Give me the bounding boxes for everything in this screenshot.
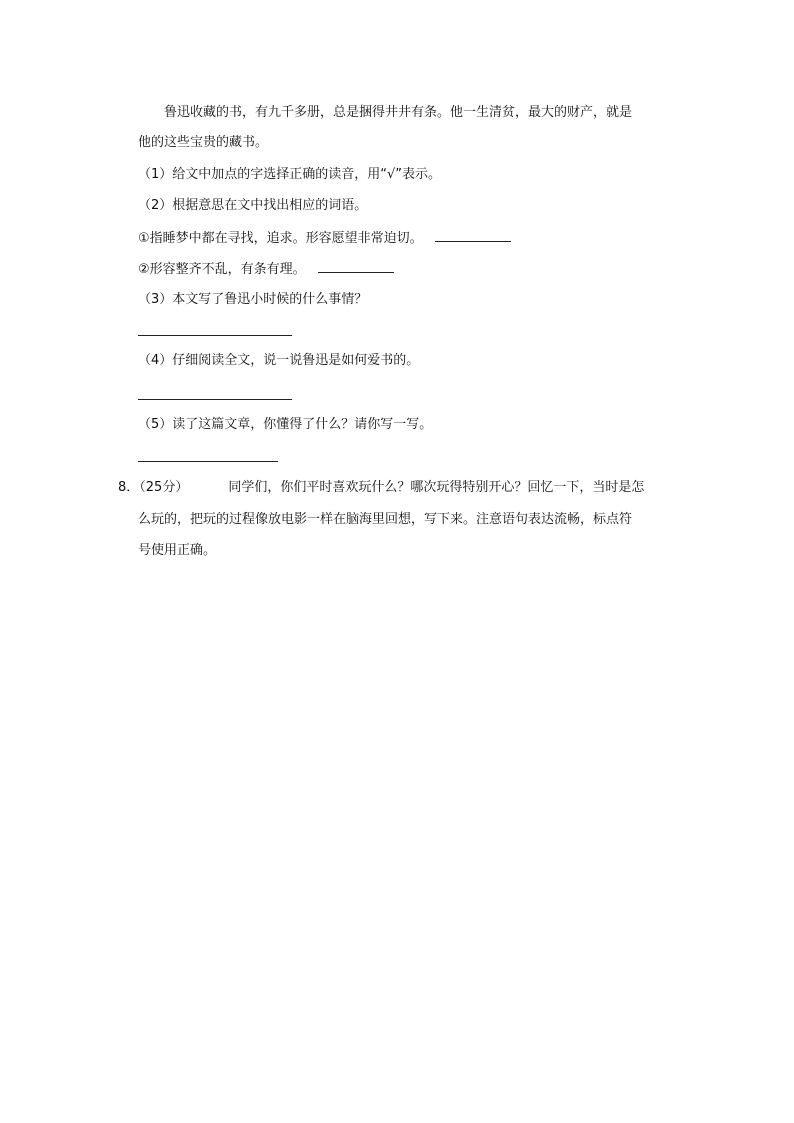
answer-line-5[interactable]	[138, 461, 278, 462]
question-3: （3）本文写了鲁迅小时候的什么事情？	[138, 292, 368, 307]
question-4: （4）仔细阅读全文，说一说鲁迅是如何爱书的。	[138, 353, 420, 368]
question-5: （5）读了这篇文章，你懂得了什么？请你写一写。	[138, 417, 433, 432]
question-8-text-3: 号使用正确。	[138, 543, 217, 558]
passage-line-2: 他的这些宝贵的藏书。	[138, 135, 269, 150]
answer-line-3[interactable]	[138, 335, 292, 336]
question-2-item-1-text: ①指睡梦中都在寻找，追求。形容愿望非常迫切。	[138, 231, 423, 246]
question-8-first-line	[118, 479, 644, 497]
question-2-item-1	[138, 229, 511, 248]
passage-line-1: 鲁迅收藏的书，有九千多册，总是捆得井井有条。他一生清贫，最大的财产，就是	[164, 105, 633, 120]
question-8-text-1: 同学们，你们平时喜欢玩什么？哪次玩得特别开心？回忆一下，当时是怎	[228, 480, 645, 495]
question-1: （1）给文中加点的字选择正确的读音，用“√”表示。	[138, 167, 442, 182]
question-8-number: 8．（25分）	[118, 480, 189, 495]
answer-line-4[interactable]	[138, 399, 292, 400]
question-2-item-2	[138, 260, 394, 279]
answer-blank-2-2[interactable]	[318, 260, 394, 273]
question-2: （2）根据意思在文中找出相应的词语。	[138, 198, 368, 213]
question-8-text-2: 么玩的，把玩的过程像放电影一样在脑海里回想，写下来。注意语句表达流畅，标点符	[138, 512, 633, 527]
answer-blank-2-1[interactable]	[435, 229, 511, 242]
question-2-item-2-text: ②形容整齐不乱，有条有理。	[138, 262, 306, 277]
